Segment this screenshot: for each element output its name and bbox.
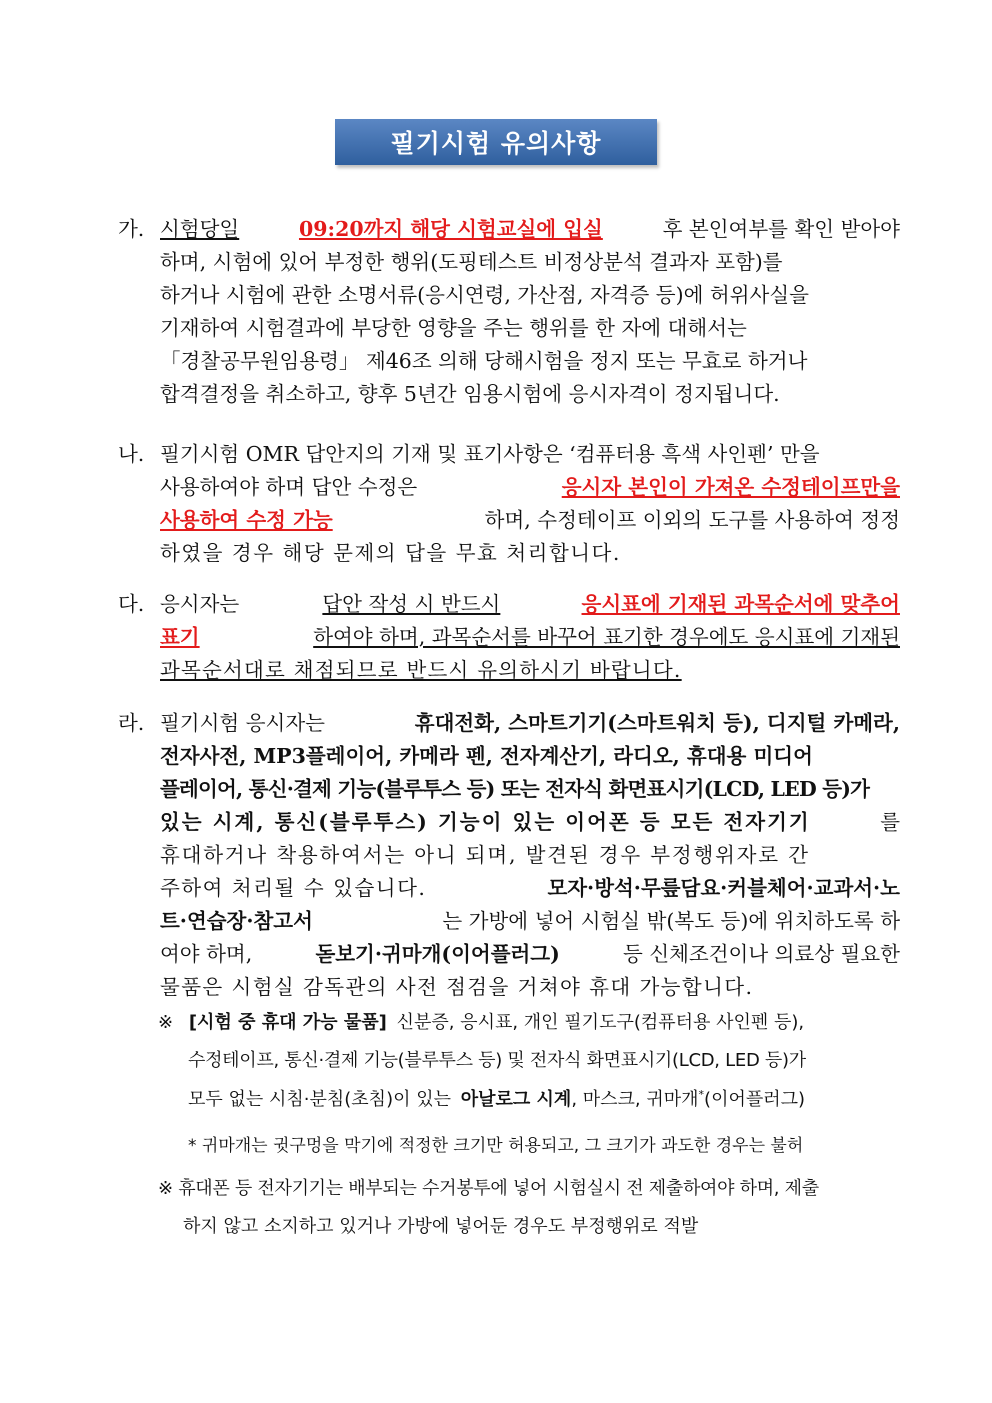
item-line (160, 345, 900, 378)
text-run: 를 (880, 810, 900, 834)
text-run: 하여야 하며, 과목순서를 바꾸어 표기한 경우에도 응시표에 기재된 (313, 625, 900, 649)
footnote-mark: * (698, 1088, 705, 1101)
item-marker: 다. (118, 592, 145, 616)
text-run: 하지 않고 소지하고 있거나 가방에 넣어둔 경우도 부정행위로 적발 (183, 1216, 699, 1237)
item-line (160, 438, 900, 471)
text-run: 신분증, 응시표, 개인 필기도구(컴퓨터용 사인펜 등), (396, 1012, 805, 1033)
text-run: 합격결정을 취소하고, 향후 5년간 임용시험에 응시자격이 정지됩니다. (160, 382, 780, 406)
item-marker: 가. (118, 217, 145, 241)
text-run: , 마스크, 귀마개 (571, 1089, 699, 1110)
highlight-text: 응시표에 기재된 과목순서에 맞추어 (581, 592, 900, 616)
bold-text: 휴대전화, 스마트기기(스마트워치 등), 디지털 카메라, (414, 711, 900, 735)
text-run: 기재하여 시험결과에 부당한 영향을 주는 행위를 한 자에 대해서는 (160, 316, 747, 340)
item-line (160, 246, 900, 279)
item-line (160, 806, 900, 839)
item-marker: 라. (118, 711, 145, 735)
text-run: 응시자는 (160, 592, 240, 616)
text-run: 후 본인여부를 확인 받아야 (662, 217, 900, 241)
text-run: 하였을 경우 해당 문제의 답을 무효 처리합니다. (160, 541, 621, 565)
text-run: 하며, 시험에 있어 부정한 행위(도핑테스트 비정상분석 결과자 포함)를 (160, 250, 783, 274)
item-line (160, 773, 900, 806)
text-run: 휴대하거나 착용하여서는 아니 되며, 발견된 경우 부정행위자로 간 (160, 843, 810, 867)
item-line (160, 279, 900, 312)
note-allowed-items-line3 (188, 1085, 805, 1111)
text-run: * 귀마개는 귓구멍을 막기에 적정한 크기만 허용되고, 그 크기가 과도한 경우는 불허 (188, 1136, 804, 1156)
bold-text: 있는 시계, 통신(블루투스) 기능이 있는 이어폰 등 모든 전자기기 (160, 810, 811, 834)
text-run: 과목순서대로 채점되므로 반드시 유의하시기 바랍니다. (160, 658, 682, 682)
item-line (160, 872, 900, 905)
text-run: 사용하여야 하며 답안 수정은 (160, 475, 418, 499)
note-devices-line1 (158, 1174, 819, 1200)
item-line (160, 654, 900, 687)
note-devices-line2 (183, 1212, 698, 1238)
highlight-text: 09:20까지 해당 시험교실에 입실 (298, 217, 603, 241)
text-run: 물품은 시험실 감독관의 사전 점검을 거쳐야 휴대 가능합니다. (160, 975, 754, 999)
note-footnote (188, 1131, 803, 1156)
text-run: 하며, 수정테이프 이외의 도구를 사용하여 정정 (484, 508, 900, 532)
bold-text: 아날로그 시계 (460, 1089, 572, 1110)
item-line (160, 621, 900, 654)
highlight-text: 응시자 본인이 가져온 수정테이프만을 (561, 475, 900, 499)
text-run: 주하여 처리될 수 있습니다. (160, 876, 427, 900)
notice-item-ga (118, 213, 900, 411)
text-run: 「경찰공무원임용령」 제46조 의해 당해시험을 정지 또는 무효로 하거나 (160, 349, 808, 373)
bold-text: [시험 중 휴대 가능 물품] (188, 1012, 387, 1033)
item-line (160, 707, 900, 740)
item-line (160, 213, 900, 246)
reference-mark: ※ (158, 1012, 174, 1033)
item-line (160, 504, 900, 537)
bold-text: 플레이어, 통신·결제 기능(블루투스 등) 또는 전자식 화면표시기(LCD, LED 등)가 (160, 777, 870, 801)
note-allowed-items-line2 (188, 1046, 806, 1072)
item-line (160, 588, 900, 621)
text-run: 필기시험 응시자는 (160, 711, 325, 735)
highlight-text: 표기 (160, 625, 200, 649)
highlight-text: 사용하여 수정 가능 (160, 508, 333, 532)
item-line (160, 537, 900, 570)
bold-text: 모자·방석·무릎담요·커블체어·교과서·노 (547, 876, 900, 900)
text-run: 모두 없는 시침·분침(초침)이 있는 (188, 1089, 451, 1110)
text-run: 시험당일 (160, 217, 240, 241)
page-title: 필기시험 유의사항 (390, 129, 602, 158)
text-run: 수정테이프, 통신·결제 기능(블루투스 등) 및 전자식 화면표시기(LCD, LED 등)가 (188, 1050, 806, 1071)
bold-text: 전자사전, MP3플레이어, 카메라 펜, 전자계산기, 라디오, 휴대용 미디어 (160, 744, 813, 768)
bold-text: 돋보기·귀마개(이어플러그) (315, 942, 560, 966)
text-run: 하거나 시험에 관한 소명서류(응시연령, 가산점, 자격증 등)에 허위사실을 (160, 283, 809, 307)
text-run: 는 가방에 넣어 시험실 밖(복도 등)에 위치하도록 하 (442, 909, 900, 933)
item-line (160, 905, 900, 938)
bold-text: 트·연습장·참고서 (160, 909, 313, 933)
text-run: ※ 휴대폰 등 전자기기는 배부되는 수거봉투에 넣어 시험실시 전 제출하여야 하며, 제출 (158, 1178, 819, 1199)
item-line (160, 971, 900, 1004)
text-run: 여야 하며, (160, 942, 253, 966)
item-line (160, 938, 900, 971)
notice-item-na (118, 438, 900, 570)
note-allowed-items-line1 (158, 1008, 804, 1034)
text-run: 답안 작성 시 반드시 (322, 592, 501, 616)
notice-item-ra (118, 707, 900, 1004)
item-line (160, 740, 900, 773)
text-run: 필기시험 OMR 답안지의 기재 및 표기사항은 ‘컴퓨터용 흑색 사인펜’ 만을 (160, 442, 820, 466)
item-line (160, 312, 900, 345)
item-line (160, 378, 900, 411)
item-marker: 나. (118, 442, 145, 466)
title-banner (335, 119, 657, 165)
text-run: (이어플러그) (704, 1089, 806, 1110)
item-line (160, 839, 900, 872)
text-run: 등 신체조건이나 의료상 필요한 (623, 942, 900, 966)
notice-item-da (118, 588, 900, 687)
item-line (160, 471, 900, 504)
